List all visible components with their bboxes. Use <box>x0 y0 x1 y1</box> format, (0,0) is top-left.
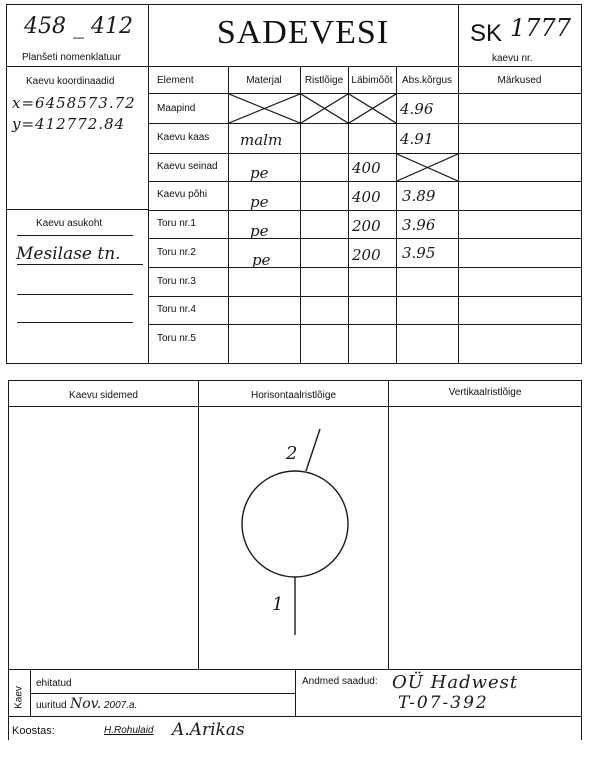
cell-maapind-abs: 4.96 <box>400 100 434 118</box>
crossed-cell-maapind-materjal <box>229 94 300 123</box>
row-label-toru-4: Toru nr.4 <box>157 304 196 315</box>
row-label-maapind: Maapind <box>157 103 196 114</box>
koostas-label: Koostas: <box>12 725 55 737</box>
uuritud-label: uuritud <box>36 700 67 711</box>
well-label: kaevu nr. <box>492 53 533 64</box>
well-prefix: SK <box>470 20 503 47</box>
row-label-toru-2: Toru nr.2 <box>157 247 196 258</box>
row-label-toru-3: Toru nr.3 <box>157 276 196 287</box>
uuritud-year: 2007.a. <box>104 700 138 711</box>
diagram-header-horisontaal: Horisontaalristlõige <box>250 390 337 401</box>
sheet-label: Planšeti nomenklatuur <box>22 52 121 63</box>
location-value: Mesilase tn. <box>16 244 121 264</box>
well-number: 1777 <box>510 14 572 42</box>
row-label-toru-1: Toru nr.1 <box>157 218 196 229</box>
col-header-labimoot: Läbimõõt <box>351 75 393 86</box>
cell-toru2-materjal: pe <box>252 251 271 269</box>
crossed-cell-seinad-abs <box>397 154 458 181</box>
uuritud-month: Nov. <box>70 696 102 712</box>
pipe-1-label: 1 <box>272 594 284 615</box>
cell-kaas-materjal: malm <box>240 131 283 149</box>
row-label-kaevu-pohi: Kaevu põhi <box>157 189 208 200</box>
diagram-header-vertikaal: Vertikaalristlõige <box>448 387 522 398</box>
coordinate-x: x=6458573.72 <box>12 94 136 112</box>
pipe-2-line <box>306 429 320 471</box>
koostas-name-2: A.Arikas <box>172 720 245 740</box>
cell-toru1-materjal: pe <box>250 222 269 240</box>
cell-toru1-abs: 3.96 <box>402 216 436 234</box>
pipe-2-label: 2 <box>286 443 298 464</box>
cell-pohi-labimoot: 400 <box>352 188 381 206</box>
col-header-materjal: Materjal <box>246 75 282 86</box>
well-circle <box>242 471 348 577</box>
col-header-markused: Märkused <box>497 75 542 86</box>
crossed-cell-maapind-labimoot <box>349 94 396 123</box>
ehitatud-label: ehitatud <box>36 678 72 689</box>
coordinate-y: y=412772.84 <box>12 115 126 133</box>
location-label: Kaevu asukoht <box>36 218 103 229</box>
row-label-toru-5: Toru nr.5 <box>157 333 196 344</box>
kaev-label: Kaev <box>13 686 25 709</box>
row-label-kaevu-kaas: Kaevu kaas <box>157 132 210 143</box>
cell-toru2-labimoot: 200 <box>352 246 381 264</box>
cell-seinad-labimoot: 400 <box>352 159 381 177</box>
coordinates-label: Kaevu koordinaadid <box>26 76 115 87</box>
cell-toru2-abs: 3.95 <box>402 244 436 262</box>
cell-seinad-materjal: pe <box>250 164 269 182</box>
cell-toru1-labimoot: 200 <box>352 217 381 235</box>
andmed-label: Andmed saadud: <box>302 676 378 687</box>
row-label-kaevu-seinad: Kaevu seinad <box>157 161 218 172</box>
cell-kaas-abs: 4.91 <box>400 130 434 148</box>
col-header-abs-korgus: Abs.kõrgus <box>401 75 453 86</box>
sheet-number: 458 _ 412 <box>24 14 133 39</box>
koostas-name-1: H.Rohulaid <box>104 725 154 736</box>
col-header-element: Element <box>157 75 194 86</box>
col-header-ristloige: Ristlõige <box>304 75 344 86</box>
cell-pohi-materjal: pe <box>250 193 269 211</box>
cell-pohi-abs: 3.89 <box>402 187 436 205</box>
crossed-cell-maapind-ristloige <box>301 94 348 123</box>
page-title: SADEVESI <box>216 14 390 51</box>
diagram-header-sidemed: Kaevu sidemed <box>69 390 138 401</box>
andmed-value-line1: OÜ Hadwest <box>392 672 519 693</box>
andmed-value-line2: T-07-392 <box>398 693 489 713</box>
